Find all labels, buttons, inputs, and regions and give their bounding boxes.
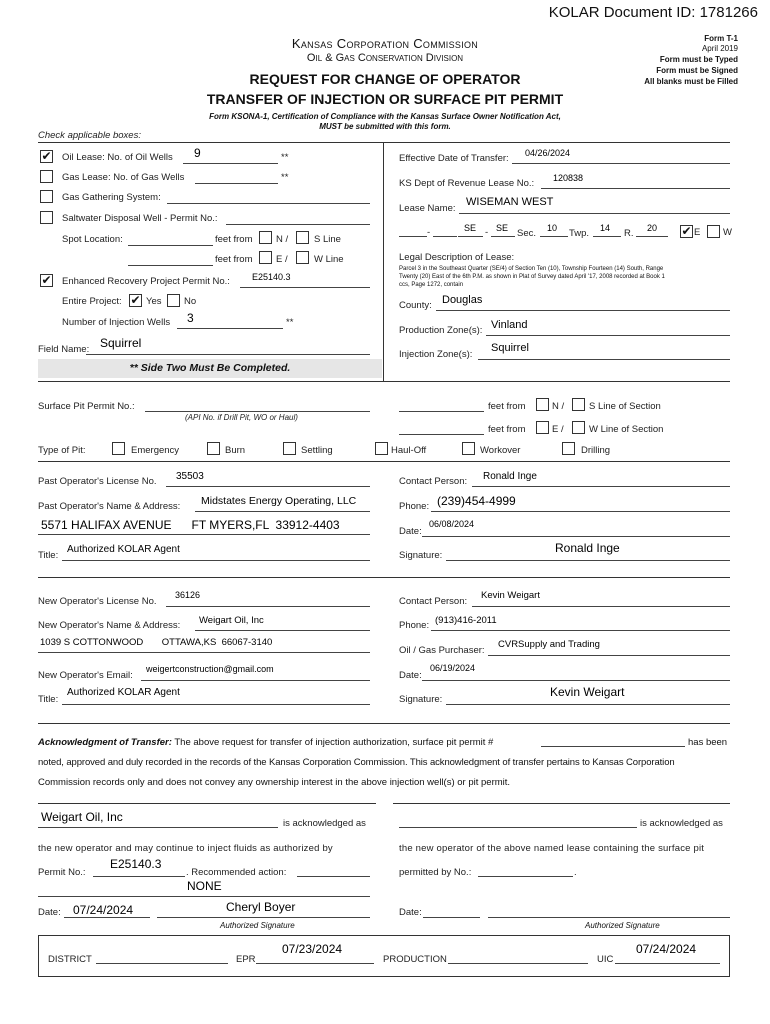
section-value[interactable]: 10 [547, 223, 558, 233]
oil-lease-checkbox[interactable]: ✔ [41, 149, 52, 163]
ack-date-value[interactable]: 07/24/2024 [73, 903, 134, 917]
lease-name-label: Lease Name: [399, 203, 456, 214]
pit-north-checkbox[interactable] [536, 398, 549, 411]
divider [393, 803, 730, 804]
ack-right-permitted-label: permitted by No.: [399, 867, 472, 878]
ack-signer-value[interactable]: Cheryl Boyer [226, 900, 296, 914]
gas-lease-label: Gas Lease: No. of Gas Wells [62, 172, 185, 183]
ack-recommended-label: . Recommended action: [186, 867, 287, 878]
east-label: E / [276, 254, 288, 265]
entire-project-label: Entire Project: [62, 296, 122, 307]
north-checkbox[interactable] [259, 231, 272, 244]
range-west-label: W [723, 227, 732, 238]
lease-name-value[interactable]: WISEMAN WEST [466, 196, 554, 208]
legal-description-line-1[interactable]: Parcel 3 in the Southeast Quarter (SE/4) of Section Ten (10), Township Fourteen (14) South, Range [399, 266, 664, 272]
past-phone-label: Phone: [399, 501, 430, 512]
entire-project-no-checkbox[interactable] [167, 294, 180, 307]
pit-type-workover-label: Workover [480, 445, 521, 456]
new-name-label: New Operator's Name & Address: [38, 620, 181, 631]
required-marker: ** [286, 317, 294, 328]
entire-project-yes-checkbox[interactable]: ✔ [130, 293, 141, 307]
pit-south-label: S Line of Section [589, 401, 661, 412]
section-label: Sec. [517, 228, 537, 239]
api-note: (API No. if Drill Pit, WO or Haul) [185, 413, 298, 422]
epr-permit-number[interactable]: E25140.3 [252, 272, 291, 282]
divider [38, 723, 730, 724]
new-signature-label: Signature: [399, 694, 443, 705]
pit-type-emergency-label: Emergency [131, 445, 180, 456]
field-name-label: Field Name: [38, 344, 90, 355]
form-requirement-signed: Form must be Signed [656, 66, 738, 75]
ack-is-acknowledged-label: is acknowledged as [283, 818, 366, 829]
production-label: PRODUCTION [383, 954, 447, 965]
uic-date-value[interactable]: 07/24/2024 [636, 942, 697, 956]
county-label: County: [399, 300, 432, 311]
ack-recommended-value[interactable]: NONE [187, 879, 222, 893]
ack-continue-text: the new operator and may continue to inject fluids as authorized by [38, 843, 333, 854]
ack-right-date-label: Date: [399, 907, 422, 918]
pit-type-emergency-checkbox[interactable] [112, 442, 125, 455]
past-contact-label: Contact Person: [399, 476, 468, 487]
pit-south-checkbox[interactable] [572, 398, 585, 411]
divider [38, 577, 730, 578]
new-license-value[interactable]: 36126 [175, 590, 201, 600]
pit-type-settling-label: Settling [301, 445, 333, 456]
check-boxes-label: Check applicable boxes: [38, 130, 141, 141]
new-email-label: New Operator's Email: [38, 670, 133, 681]
quarter-call-2[interactable]: SE [496, 223, 509, 233]
new-contact-label: Contact Person: [399, 596, 468, 607]
divider [38, 142, 730, 143]
form-requirement-typed: Form must be Typed [659, 55, 738, 64]
ack-company-value[interactable]: Weigart Oil, Inc [41, 810, 123, 824]
pit-type-burn-label: Burn [225, 445, 246, 456]
past-date-label: Date: [399, 526, 422, 537]
epr-permit-label: Enhanced Recovery Project Permit No.: [62, 276, 230, 287]
division-name: Oil & Gas Conservation Division [306, 52, 464, 64]
new-name-value[interactable]: Weigart Oil, Inc [199, 615, 264, 626]
gas-lease-checkbox[interactable] [40, 170, 53, 183]
effective-date-label: Effective Date of Transfer: [399, 153, 509, 164]
spot-location-label: Spot Location: [62, 234, 123, 245]
swd-checkbox[interactable] [40, 211, 53, 224]
injection-zone-value[interactable]: Squirrel [491, 342, 529, 354]
ack-right-text: the new operator of the above named lease containing the surface pit [399, 843, 705, 854]
new-phone-label: Phone: [399, 620, 430, 631]
past-date-value[interactable]: 06/08/2024 [429, 519, 475, 529]
no-label: No [184, 296, 197, 307]
feet-from-label: feet from [215, 234, 253, 245]
west-line-label: W Line [314, 254, 344, 265]
past-name-value[interactable]: Midstates Energy Operating, LLC [201, 495, 357, 507]
pit-type-settling-checkbox[interactable] [283, 442, 296, 455]
ack-right-authorized-signature-label: Authorized Signature [585, 921, 660, 930]
epr-checkbox[interactable]: ✔ [41, 273, 52, 287]
production-zone-value[interactable]: Vinland [491, 319, 528, 331]
injection-zone-label: Injection Zone(s): [399, 349, 473, 360]
new-phone-value[interactable]: (913)416-2011 [435, 615, 497, 626]
epr-date-value[interactable]: 07/23/2024 [282, 942, 343, 956]
range-value[interactable]: 20 [647, 223, 658, 233]
purchaser-label: Oil / Gas Purchaser: [399, 645, 485, 656]
past-address-value[interactable]: 5571 HALIFAX AVENUE FT MYERS,FL 33912-4403 [41, 518, 340, 532]
acknowledgment-heading: Acknowledgment of Transfer: [38, 737, 172, 748]
past-phone-value[interactable]: (239)454-4999 [437, 494, 516, 508]
south-checkbox[interactable] [296, 231, 309, 244]
legal-description-line-2[interactable]: Twenty (20) East of the 6th P.M. as shown in Plat of Survey dated April '17, 2008 recorded at Book 1 [399, 274, 665, 280]
past-signature-value[interactable]: Ronald Inge [555, 541, 620, 555]
side-two-notice: ** Side Two Must Be Completed. [38, 359, 382, 378]
south-line-label: S Line [314, 234, 341, 245]
epr-label: EPR [236, 954, 256, 965]
required-marker: ** [281, 172, 289, 183]
purchaser-value[interactable]: CVRSupply and Trading [498, 639, 600, 650]
gathering-system-checkbox[interactable] [40, 190, 53, 203]
pit-east-label: E / [552, 424, 564, 435]
injection-wells-label: Number of Injection Wells [62, 317, 171, 328]
oil-wells-count[interactable]: 9 [194, 146, 201, 160]
ksona-note: Form KSONA-1, Certification of Compliance with the Kansas Surface Owner Notification Act, [209, 112, 561, 121]
yes-label: Yes [146, 296, 162, 307]
ack-date-label: Date: [38, 907, 61, 918]
pit-type-drilling-label: Drilling [581, 445, 611, 456]
north-label: N / [276, 234, 289, 245]
past-name-label: Past Operator's Name & Address: [38, 501, 181, 512]
effective-date-value[interactable]: 04/26/2024 [525, 148, 571, 158]
past-title-value[interactable]: Authorized KOLAR Agent [67, 544, 180, 555]
uic-label: UIC [597, 954, 614, 965]
divider [38, 461, 730, 462]
pit-west-label: W Line of Section [589, 424, 664, 435]
ack-authorized-signature-label: Authorized Signature [220, 921, 295, 930]
pit-feet-from-label: feet from [488, 401, 526, 412]
new-title-label: Title: [38, 694, 59, 705]
pit-type-label: Type of Pit: [38, 445, 86, 456]
ack-permit-label: Permit No.: [38, 867, 86, 878]
township-value[interactable]: 14 [600, 223, 611, 233]
pit-north-label: N / [552, 401, 565, 412]
oil-lease-label: Oil Lease: No. of Oil Wells [62, 152, 173, 163]
west-checkbox[interactable] [296, 251, 309, 264]
past-contact-value[interactable]: Ronald Inge [483, 471, 537, 482]
production-zone-label: Production Zone(s): [399, 325, 483, 336]
ack-permit-value[interactable]: E25140.3 [110, 857, 162, 871]
pit-west-checkbox[interactable] [572, 421, 585, 434]
agency-name: Kansas Corporation Commission [291, 36, 479, 51]
pit-type-drilling-checkbox[interactable] [562, 442, 575, 455]
past-license-label: Past Operator's License No. [38, 476, 157, 487]
pit-type-burn-checkbox[interactable] [207, 442, 220, 455]
divider [383, 142, 384, 380]
legal-description-line-3[interactable]: ccs, Page 1272, contain [399, 282, 464, 288]
township-label: Twp. [569, 228, 590, 239]
east-checkbox[interactable] [259, 251, 272, 264]
past-title-label: Title: [38, 550, 59, 561]
new-email-value[interactable]: weigertconstruction@gmail.com [146, 664, 274, 674]
gathering-system-label: Gas Gathering System: [62, 192, 161, 203]
new-title-value[interactable]: Authorized KOLAR Agent [67, 687, 180, 698]
surface-pit-permit-label: Surface Pit Permit No.: [38, 401, 135, 412]
range-east-label: E [694, 227, 701, 238]
required-marker: ** [281, 152, 289, 163]
ks-lease-number[interactable]: 120838 [553, 173, 584, 183]
pit-east-checkbox[interactable] [536, 421, 549, 434]
range-label: R. [624, 228, 634, 239]
ack-right-is-acknowledged-label: is acknowledged as [640, 818, 723, 829]
field-name-value[interactable]: Squirrel [100, 336, 142, 350]
pit-feet-from-label: feet from [488, 424, 526, 435]
new-address-value[interactable]: 1039 S COTTONWOOD OTTAWA,KS 66067-3140 [40, 637, 273, 648]
past-signature-label: Signature: [399, 550, 443, 561]
district-label: DISTRICT [48, 954, 92, 965]
form-title-2: TRANSFER OF INJECTION OR SURFACE PIT PERMIT [206, 91, 564, 107]
acknowledgment-text-1: The above request for transfer of injection authorization, surface pit permit # [174, 737, 494, 748]
form-title-1: REQUEST FOR CHANGE OF OPERATOR [249, 71, 521, 87]
form-date: April 2019 [701, 44, 738, 53]
new-contact-value[interactable]: Kevin Weigart [481, 590, 540, 601]
has-been-label: has been [688, 737, 728, 748]
past-license-value[interactable]: 35503 [176, 471, 204, 482]
range-east-checkbox[interactable]: ✔ [681, 224, 692, 238]
county-value[interactable]: Douglas [442, 294, 483, 306]
swd-permit-label: Saltwater Disposal Well - Permit No.: [62, 213, 218, 224]
ksona-note-2: MUST be submitted with this form. [319, 122, 451, 131]
new-date-value[interactable]: 06/19/2024 [430, 663, 476, 673]
quarter-call-1[interactable]: SE [464, 223, 477, 233]
document-id: KOLAR Document ID: 1781266 [548, 4, 758, 21]
new-date-label: Date: [399, 670, 422, 681]
form-number: Form T-1 [704, 34, 738, 43]
divider [38, 381, 730, 382]
divider [38, 803, 376, 804]
pit-type-workover-checkbox[interactable] [462, 442, 475, 455]
pit-type-hauloff-checkbox[interactable] [375, 442, 388, 455]
feet-from-label: feet from [215, 254, 253, 265]
pit-type-hauloff-label: Haul-Off [391, 445, 427, 456]
new-signature-value[interactable]: Kevin Weigart [550, 685, 625, 699]
acknowledgment-text-3: Commission records only and does not convey any ownership interest in the above injection well(s) or pit permit. [38, 777, 511, 788]
legal-description-label: Legal Description of Lease: [399, 252, 515, 263]
range-west-checkbox[interactable] [707, 225, 720, 238]
acknowledgment-text-2: noted, approved and duly recorded in the records of the Kansas Corporation Commission. This acknowledgment of transfer pertains to Kansas Corporation [38, 757, 675, 768]
ks-lease-label: KS Dept of Revenue Lease No.: [399, 178, 535, 189]
injection-wells-count[interactable]: 3 [187, 311, 194, 325]
form-requirement-filled: All blanks must be Filled [644, 77, 738, 86]
new-license-label: New Operator's License No. [38, 596, 157, 607]
